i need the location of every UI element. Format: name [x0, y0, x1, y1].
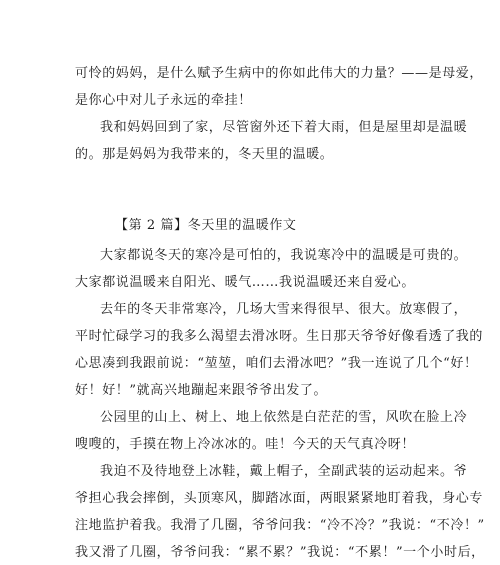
section-p4-line-2: 爷担心我会摔倒，头顶寒风，脚踏冰面，两眼紧紧地盯着我，身心专: [75, 491, 484, 506]
section-p1-line-2: 大家都说温暖来自阳光、暖气……我说温暖还来自爱心。: [75, 275, 416, 290]
section-p4-line-1: 我迫不及待地登上冰鞋，戴上帽子，全副武装的运动起来。爷: [100, 464, 468, 479]
section-p2-line-4: 好！好！”就高兴地蹦起来跟爷爷出发了。: [75, 383, 328, 398]
section-p2-line-1: 去年的冬天非常寒冷，几场大雪来得很早、很大。放寒假了，: [100, 302, 468, 317]
intro-p1-line-1: 可怜的妈妈，是什么赋予生病中的你如此伟大的力量？——是母爱，: [75, 66, 484, 81]
section-p3-line-1: 公园里的山上、树上、地上依然是白茫茫的雪，风吹在脸上冷: [100, 410, 468, 425]
section-p2-line-3: 心思凑到我跟前说：“堃堃，咱们去滑冰吧？”我一连说了几个“好！: [75, 356, 478, 371]
section-p1-line-1: 大家都说冬天的寒冷是可怕的，我说寒冷中的温暖是可贵的。: [100, 248, 468, 263]
intro-p1-line-2: 是你心中对儿子永远的牵挂！: [75, 93, 252, 108]
section-p4-line-3: 注地监护着我。我滑了几圈，爷爷问我：“冷不冷？”我说：“不冷！”: [75, 518, 485, 533]
section-title: 【第 2 篇】冬天里的温暖作文: [115, 218, 297, 233]
intro-p2-line-2: 的。那是妈妈为我带来的，冬天里的温暖。: [75, 147, 334, 162]
section-p3-line-2: 嗖嗖的，手摸在物上冷冰冰的。哇！今天的天气真冷呀！: [75, 437, 416, 452]
intro-p2-line-1: 我和妈妈回到了家，尽管窗外还下着大雨，但是屋里却是温暖: [100, 120, 468, 135]
section-p4-line-4: 我又滑了几圈，爷爷问我：“累不累？”我说：“不累！”一个小时后，: [75, 545, 485, 560]
section-p2-line-2: 平时忙碌学习的我多么渴望去滑冰呀。生日那天爷爷好像看透了我的: [75, 329, 484, 344]
